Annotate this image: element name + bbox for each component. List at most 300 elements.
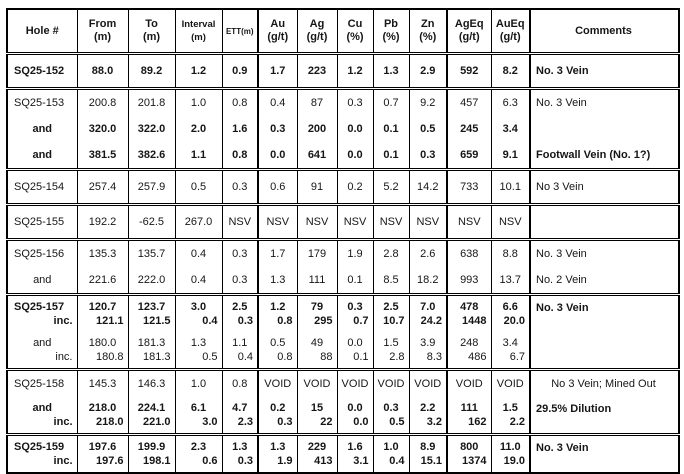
cell-value: 0.3 [270, 123, 286, 135]
cell-aueq [491, 332, 530, 370]
cell-value: 18.2 [417, 274, 439, 286]
cell-value: 11.0 [499, 441, 521, 453]
cell-zn [409, 89, 447, 117]
column-header-label: Au [270, 18, 286, 30]
cell-value: 120.7 [88, 301, 117, 313]
column-header-from [77, 9, 128, 54]
cell-interval [175, 397, 222, 435]
column-header-label: Hole # [25, 24, 59, 37]
cell-zn [409, 116, 447, 142]
cell-value: inc. [55, 351, 73, 363]
cell-from [77, 267, 128, 295]
cell-aueq [491, 89, 530, 117]
cell-value: 245 [460, 123, 479, 135]
cell-from [77, 240, 128, 268]
table-row-and [7, 142, 679, 170]
cell-value: 295 [314, 315, 333, 327]
cell-zn [409, 170, 447, 205]
cell-value: 10.7 [383, 315, 405, 327]
cell-hole [7, 267, 77, 295]
cell-value: 413 [314, 455, 333, 467]
cell-zn [409, 397, 447, 435]
table-row-and [7, 116, 679, 142]
cell-aueq [491, 267, 530, 295]
cell-value: 0.3 [232, 274, 248, 286]
cell-interval [175, 332, 222, 370]
table-header [7, 9, 679, 54]
cell-pb [373, 89, 409, 117]
cell-cu [337, 205, 373, 240]
cell-hole [7, 295, 77, 333]
column-header-label: (m) [191, 32, 206, 43]
cell-value: inc. [53, 416, 73, 428]
cell-value: 2.5 [232, 301, 248, 313]
cell-value: 8.2 [502, 65, 518, 77]
cell-to [128, 142, 175, 170]
cell-from [77, 370, 128, 398]
cell-value: 4.7 [232, 402, 248, 414]
cell-value: 1.2 [347, 65, 363, 77]
cell-ag [297, 89, 337, 117]
cell-to [128, 267, 175, 295]
cell-hole [7, 142, 77, 170]
cell-value: 0.8 [277, 351, 293, 363]
cell-to [128, 89, 175, 117]
column-header-label: (%) [346, 31, 364, 43]
cell-value: 9.1 [502, 149, 518, 161]
cell-pb [373, 142, 409, 170]
cell-value: NSV [228, 216, 252, 228]
cell-ett [222, 205, 258, 240]
cell-value: 229 [307, 441, 327, 453]
cell-value: 20.0 [503, 315, 525, 327]
cell-value: 641 [307, 149, 327, 161]
table-row-sq25-157 [7, 295, 679, 333]
cell-value: 0.0 [353, 416, 369, 428]
cell-value: 1.7 [270, 248, 286, 260]
row-group-3 [7, 170, 679, 205]
column-header-label: Pb [383, 18, 399, 30]
cell-value: VOID [377, 378, 405, 390]
cell-value: NSV [305, 216, 329, 228]
cell-au [258, 370, 297, 398]
cell-value: and [32, 123, 53, 135]
cell-value: and [32, 149, 53, 161]
cell-value: 0.4 [190, 274, 207, 286]
cell-value: 3.1 [353, 455, 369, 467]
cell-to [128, 116, 175, 142]
cell-value: 993 [460, 274, 479, 286]
cell-from [77, 435, 128, 474]
cell-value: 2.2 [509, 416, 525, 428]
cell-value: 3.9 [420, 337, 436, 349]
column-header-zn [409, 9, 447, 54]
cell-value: 7.0 [420, 301, 436, 313]
cell-value: 180.8 [95, 351, 124, 363]
cell-value: 192.2 [88, 216, 117, 228]
column-header-label: Comments [575, 24, 632, 37]
cell-value: 181.3 [137, 337, 166, 349]
cell-ag [297, 54, 337, 89]
cell-value: NSV [498, 216, 522, 228]
cell-ett [222, 332, 258, 370]
column-header-pb [373, 9, 409, 54]
cell-au [258, 240, 297, 268]
cell-aueq [491, 240, 530, 268]
cell-au [258, 116, 297, 142]
cell-aueq [491, 205, 530, 240]
cell-ageq [447, 89, 491, 117]
cell-pb [373, 54, 409, 89]
cell-comments: No. 3 Vein [530, 54, 679, 89]
cell-from [77, 205, 128, 240]
cell-value: 0.7 [353, 315, 369, 327]
cell-comments: 29.5% Dilution [530, 397, 679, 435]
cell-value: NSV [416, 216, 440, 228]
cell-comments: No 3 Vein [530, 170, 679, 205]
cell-to [128, 397, 175, 435]
cell-value: 6.1 [190, 402, 207, 414]
cell-value: 201.8 [137, 97, 166, 109]
cell-au [258, 54, 297, 89]
cell-value: 2.3 [237, 416, 253, 428]
cell-value: 1.3 [232, 441, 248, 453]
cell-value: VOID [341, 378, 369, 390]
row-group-7 [7, 370, 679, 435]
cell-value: 0.2 [347, 181, 363, 193]
cell-value: 0.5 [202, 351, 218, 363]
cell-cu [337, 54, 373, 89]
row-group-5 [7, 240, 679, 295]
cell-aueq [491, 370, 530, 398]
cell-value: 218.0 [88, 402, 117, 414]
cell-interval [175, 89, 222, 117]
cell-hole [7, 205, 77, 240]
cell-ageq [447, 295, 491, 333]
cell-value: 111 [460, 402, 478, 414]
cell-value: 0.5 [270, 337, 286, 349]
cell-value: -62.5 [138, 216, 165, 228]
cell-value: VOID [455, 378, 483, 390]
cell-to [128, 370, 175, 398]
cell-comments: No. 3 Vein [530, 89, 679, 117]
cell-value: 381.5 [88, 149, 117, 161]
assay-table-container [6, 8, 680, 474]
cell-from [77, 116, 128, 142]
cell-zn [409, 435, 447, 474]
cell-value: 6.7 [509, 351, 525, 363]
cell-interval [175, 205, 222, 240]
cell-value: 1.6 [347, 441, 363, 453]
cell-ag [297, 240, 337, 268]
cell-pb [373, 397, 409, 435]
cell-value: 0.3 [420, 149, 436, 161]
cell-value: 2.8 [383, 248, 399, 260]
column-header-label: To [145, 18, 158, 30]
cell-ag [297, 170, 337, 205]
cell-value: 486 [468, 351, 487, 363]
cell-value: 2.3 [190, 441, 207, 453]
cell-cu [337, 89, 373, 117]
cell-cu [337, 370, 373, 398]
cell-value: 320.0 [88, 123, 117, 135]
cell-value: inc. [53, 455, 73, 467]
cell-value: 197.6 [95, 455, 124, 467]
cell-cu [337, 397, 373, 435]
cell-value: 0.3 [347, 301, 363, 313]
cell-value: 0.8 [232, 378, 248, 390]
column-header-interval [175, 9, 222, 54]
cell-value: 15.1 [420, 455, 442, 467]
cell-value: 200 [307, 123, 327, 135]
cell-value: 478 [460, 301, 479, 313]
cell-value: 6.3 [502, 97, 518, 109]
cell-aueq [491, 142, 530, 170]
cell-value: NSV [457, 216, 481, 228]
cell-ageq [447, 54, 491, 89]
cell-au [258, 295, 297, 333]
cell-value: 0.9 [232, 65, 248, 77]
column-header-label: AuEq [495, 18, 525, 30]
cell-hole [7, 89, 77, 117]
cell-ett [222, 170, 258, 205]
cell-au [258, 170, 297, 205]
column-header-ag [297, 9, 337, 54]
cell-value: 2.0 [190, 123, 207, 135]
cell-pb [373, 240, 409, 268]
cell-hole [7, 240, 77, 268]
cell-value: 162 [468, 416, 487, 428]
table-row-sq25-153 [7, 89, 679, 117]
cell-value: 0.5 [420, 123, 436, 135]
cell-value: 1.6 [232, 123, 248, 135]
cell-zn [409, 54, 447, 89]
cell-value: 2.5 [383, 301, 399, 313]
cell-value: 322.0 [137, 123, 166, 135]
cell-interval [175, 142, 222, 170]
cell-value: 0.3 [383, 402, 399, 414]
cell-value: 121.5 [142, 315, 171, 327]
cell-value: 382.6 [137, 149, 166, 161]
cell-ageq [447, 267, 491, 295]
cell-comments: No. 3 Vein [530, 240, 679, 268]
cell-value: 222.0 [137, 274, 166, 286]
cell-value: 198.1 [142, 455, 171, 467]
table-row-and [7, 267, 679, 295]
cell-to [128, 332, 175, 370]
cell-cu [337, 295, 373, 333]
cell-value: 200.8 [88, 97, 117, 109]
cell-value: 135.7 [137, 248, 166, 260]
cell-value: 0.8 [232, 149, 248, 161]
column-header-ageq [447, 9, 491, 54]
table-row-sq25-156 [7, 240, 679, 268]
column-header-label: (%) [382, 31, 400, 43]
cell-to [128, 205, 175, 240]
cell-ageq [447, 116, 491, 142]
cell-ag [297, 205, 337, 240]
cell-au [258, 205, 297, 240]
cell-value: 0.1 [353, 351, 369, 363]
column-header-label: AgEq [454, 18, 484, 30]
cell-hole [7, 435, 77, 474]
cell-value: 267.0 [184, 216, 213, 228]
assay-results-table [6, 8, 680, 474]
cell-value: SQ25-152 [14, 65, 65, 77]
cell-value: 5.2 [383, 181, 399, 193]
cell-value: NSV [266, 216, 290, 228]
cell-value: 49 [310, 337, 324, 349]
cell-value: 0.0 [347, 123, 363, 135]
cell-au [258, 397, 297, 435]
cell-ag [297, 267, 337, 295]
cell-hole [7, 116, 77, 142]
cell-zn [409, 332, 447, 370]
cell-ag [297, 142, 337, 170]
cell-value: 179 [307, 248, 327, 260]
cell-value: 0.3 [347, 97, 363, 109]
cell-to [128, 240, 175, 268]
cell-ageq [447, 142, 491, 170]
cell-hole [7, 370, 77, 398]
cell-value: 0.5 [389, 416, 405, 428]
cell-value: 88.0 [91, 65, 114, 77]
cell-comments: No 3 Vein; Mined Out [530, 370, 679, 398]
cell-from [77, 142, 128, 170]
cell-value: 89.2 [140, 65, 163, 77]
cell-ett [222, 142, 258, 170]
cell-from [77, 89, 128, 117]
cell-zn [409, 205, 447, 240]
cell-au [258, 89, 297, 117]
cell-from [77, 170, 128, 205]
cell-value: 800 [460, 441, 479, 453]
cell-value: 2.6 [420, 248, 436, 260]
cell-value: 0.8 [277, 315, 293, 327]
cell-comments: No. 3 Vein [530, 435, 679, 474]
cell-to [128, 295, 175, 333]
cell-value: 0.5 [190, 181, 207, 193]
cell-to [128, 435, 175, 474]
cell-value: 199.9 [137, 441, 166, 453]
cell-value: 0.3 [237, 455, 253, 467]
cell-value: 0.7 [383, 97, 399, 109]
cell-pb [373, 170, 409, 205]
column-header-label: Zn [421, 18, 435, 30]
cell-value: 1.2 [190, 65, 207, 77]
table-row-and [7, 332, 679, 370]
cell-ett [222, 54, 258, 89]
cell-value: 0.3 [232, 181, 248, 193]
cell-value: 0.3 [232, 248, 248, 260]
cell-to [128, 54, 175, 89]
cell-cu [337, 332, 373, 370]
cell-value: 0.0 [347, 402, 363, 414]
cell-value: 1.2 [270, 301, 286, 313]
cell-cu [337, 116, 373, 142]
cell-value: 146.3 [137, 378, 166, 390]
cell-value: 1.3 [383, 65, 399, 77]
cell-value: 257.9 [137, 181, 166, 193]
cell-ag [297, 332, 337, 370]
cell-interval [175, 370, 222, 398]
cell-from [77, 54, 128, 89]
cell-au [258, 435, 297, 474]
cell-value: 0.4 [237, 351, 253, 363]
cell-value: 145.3 [88, 378, 117, 390]
cell-ageq [447, 170, 491, 205]
column-header-label: Interval [181, 19, 216, 30]
cell-value: 1.3 [270, 274, 286, 286]
table-row-sq25-159 [7, 435, 679, 474]
cell-value: 0.4 [389, 455, 405, 467]
column-header-au [258, 9, 297, 54]
table-row-sq25-154 [7, 170, 679, 205]
cell-value: 1.9 [347, 248, 363, 260]
cell-value: 0.3 [237, 315, 253, 327]
column-header-label: ETT(m) [225, 26, 254, 36]
cell-value: 3.4 [502, 123, 518, 135]
cell-hole [7, 397, 77, 435]
cell-pb [373, 267, 409, 295]
column-header-label: (g/t) [458, 31, 480, 43]
cell-value: 1.0 [190, 97, 207, 109]
cell-ett [222, 435, 258, 474]
cell-value: 1.3 [270, 441, 286, 453]
cell-ageq [447, 205, 491, 240]
cell-ag [297, 435, 337, 474]
cell-cu [337, 240, 373, 268]
cell-aueq [491, 295, 530, 333]
cell-value: 1.0 [190, 378, 207, 390]
cell-comments: No. 3 Vein [530, 295, 679, 333]
cell-value: 733 [460, 181, 479, 193]
cell-from [77, 397, 128, 435]
row-group-1 [7, 54, 679, 89]
cell-ett [222, 397, 258, 435]
cell-value: and [32, 402, 53, 414]
cell-value: 0.4 [190, 248, 207, 260]
column-header-comments [530, 9, 679, 54]
cell-value: 223 [307, 65, 327, 77]
cell-value: VOID [496, 378, 524, 390]
cell-comments [530, 116, 679, 142]
cell-aueq [491, 170, 530, 205]
cell-interval [175, 240, 222, 268]
column-header-aueq [491, 9, 530, 54]
header-row [7, 9, 679, 54]
cell-zn [409, 142, 447, 170]
cell-pb [373, 370, 409, 398]
table-row-and [7, 397, 679, 435]
column-header-cu [337, 9, 373, 54]
cell-ett [222, 240, 258, 268]
cell-interval [175, 116, 222, 142]
column-header-ett [222, 9, 258, 54]
cell-interval [175, 435, 222, 474]
cell-value: and [33, 337, 52, 349]
column-header-hole [7, 9, 77, 54]
cell-value: 1.5 [502, 402, 518, 414]
cell-value: 248 [460, 337, 479, 349]
cell-ageq [447, 332, 491, 370]
cell-value: VOID [303, 378, 331, 390]
cell-ageq [447, 397, 491, 435]
cell-value: 9.2 [420, 97, 436, 109]
cell-au [258, 332, 297, 370]
cell-to [128, 170, 175, 205]
cell-interval [175, 295, 222, 333]
